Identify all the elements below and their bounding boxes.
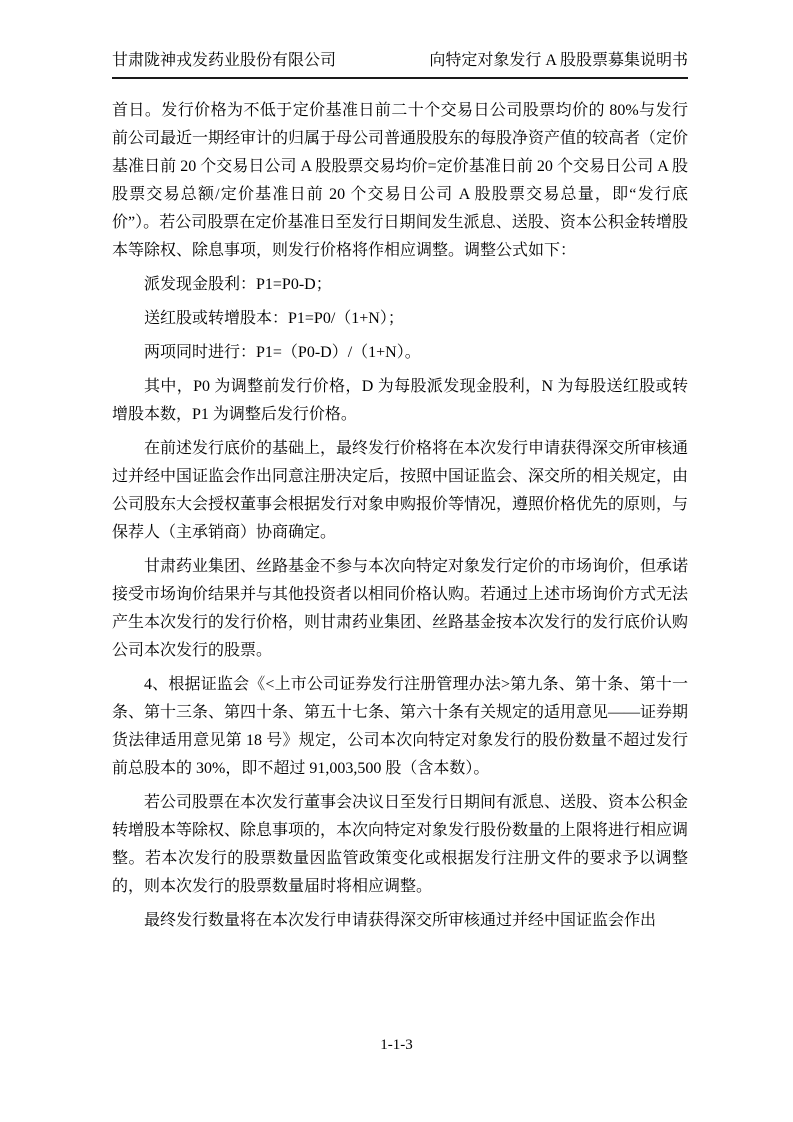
- formula-cash-dividend: 派发现金股利：P1=P0-D；: [144, 276, 332, 293]
- formula-combined: 两项同时进行：P1=（P0-D）/（1+N）。: [144, 344, 421, 361]
- header-company-name: 甘肃陇神戎发药业股份有限公司: [112, 52, 337, 69]
- paragraph-formula-definitions: 其中，P0 为调整前发行价格，D 为每股派发现金股利，N 为每股送红股或转增股本数，P1 为调整后发行价格。: [112, 378, 688, 423]
- paragraph-final-price-determination: 在前述发行底价的基础上，最终发行价格将在本次发行申请获得深交所审核通过并经中国证监会作出同意注册决定后，按照中国证监会、深交所的相关规定，由公司股东大会授权董事会根据发行对象申购报价等情况，遵照价格优先的原则，与保荐人（主承销商）协商确定。: [112, 440, 689, 541]
- formula-bonus-shares: 送红股或转增股本：P1=P0/（1+N）；: [144, 310, 404, 327]
- paragraph-final-quantity: 最终发行数量将在本次发行申请获得深交所审核通过并经中国证监会作出: [144, 912, 657, 929]
- paragraph-issuance-quantity-limit: 4、根据证监会《<上市公司证券发行注册管理办法>第九条、第十条、第十一条、第十三条、第四十条、第五十七条、第六十条有关规定的适用意见——证券期货法律适用意见第 18 号》规定，公司本次向特定对象发行的股份数量不超过发行前总股本的 30%，即不超过 91,003,500 股（含本数）。: [112, 676, 689, 777]
- paragraph-pricing-continuation: 首日。发行价格为不低于定价基准日前二十个交易日公司股票均价的 80%与发行前公司最近一期经审计的归属于母公司普通股股东的每股净资产值的较高者（定价基准日前 20 个交易日公司 A 股股票交易均价=定价基准日前 20 个交易日公司 A 股股票交易总额/定价基准日前 20 个交易日公司 A 股股票交易总量，即“发行底价”）。若公司股票在定价基准日至发行日期间发生派息、送股、资本公积金转增股本等除权、除息事项，则发行价格将作相应调整。调整公式如下：: [112, 102, 689, 259]
- page-number: 1-1-3: [380, 1037, 413, 1053]
- paragraph-strategic-investors-pricing: 甘肃药业集团、丝路基金不参与本次向特定对象发行定价的市场询价，但承诺接受市场询价结果并与其他投资者以相同价格认购。若通过上述市场询价方式无法产生本次发行的发行价格，则甘肃药业集团、丝路基金按本次发行的发行底价认购公司本次发行的股票。: [112, 558, 689, 659]
- page-header: [112, 51, 688, 79]
- document-body: [112, 97, 688, 935]
- paragraph-quantity-adjustment: 若公司股票在本次发行董事会决议日至发行日期间有派息、送股、资本公积金转增股本等除权、除息事项的，本次向特定对象发行股份数量的上限将进行相应调整。若本次发行的股票数量因监管政策变化或根据发行注册文件的要求予以调整的，则本次发行的股票数量届时将相应调整。: [112, 794, 689, 895]
- header-doc-title: 向特定对象发行 A 股股票募集说明书: [429, 52, 688, 69]
- page-footer: [0, 1036, 793, 1054]
